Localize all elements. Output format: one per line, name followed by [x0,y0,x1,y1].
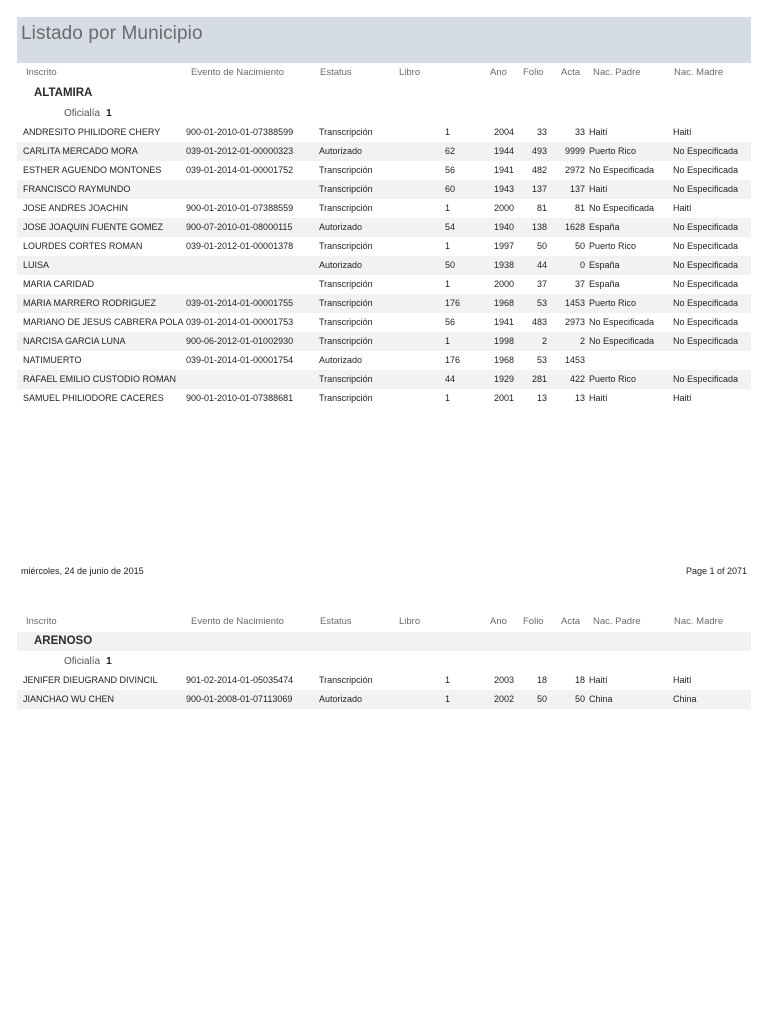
cell-acta: 33 [574,127,585,137]
cell-nac-madre: Haití [673,127,692,137]
col-inscrito: Inscrito [26,616,57,627]
cell-folio: 13 [536,393,547,403]
cell-acta: 18 [574,675,585,685]
cell-inscrito: JIANCHAO WU CHEN [23,694,115,704]
cell-nac-madre: No Especificada [673,222,739,232]
cell-evento: 039-01-2012-01-00000323 [186,146,294,156]
table-row [17,351,751,370]
cell-acta: 37 [574,279,585,289]
cell-nac-padre: No Especificada [589,336,655,346]
cell-folio: 33 [536,127,547,137]
cell-inscrito: FRANCISCO RAYMUNDO [23,184,131,194]
cell-folio: 53 [536,298,547,308]
cell-nac-padre: No Especificada [589,317,655,327]
cell-nac-padre: Puerto Rico [589,374,637,384]
cell-folio: 37 [536,279,547,289]
col-folio: Folio [523,67,544,78]
table-row [17,237,751,256]
table-row [17,294,751,313]
cell-folio: 137 [531,184,547,194]
cell-nac-madre: No Especificada [673,298,739,308]
municipio-heading: ARENOSO [34,635,93,647]
cell-nac-padre: No Especificada [589,165,655,175]
table-row [17,332,751,351]
cell-libro: 50 [445,260,456,270]
table-row [17,370,751,389]
table-row [17,142,751,161]
table-row [17,313,751,332]
cell-nac-padre: No Especificada [589,203,655,213]
cell-nac-madre: No Especificada [673,241,739,251]
table-row [17,690,751,709]
cell-inscrito: NARCISA GARCIA LUNA [23,336,126,346]
cell-nac-padre: España [589,222,620,232]
cell-ano: 2002 [494,694,515,704]
cell-evento: 900-06-2012-01-01002930 [186,336,294,346]
cell-ano: 2003 [494,675,515,685]
oficialia-number: 1 [106,108,112,119]
cell-estatus: Transcripción [319,241,373,251]
cell-ano: 1940 [494,222,515,232]
oficialia-number: 1 [106,656,112,667]
report-title: Listado por Municipio [21,23,203,44]
cell-ano: 1968 [494,298,515,308]
cell-evento: 900-01-2010-01-07388681 [186,393,294,403]
col-libro: Libro [399,67,421,78]
table-row [17,275,751,294]
table-row [17,180,751,199]
oficialia-heading [64,656,112,667]
cell-acta: 2 [579,336,585,346]
cell-evento: 039-01-2014-01-00001752 [186,165,294,175]
cell-estatus: Autorizado [319,146,363,156]
cell-ano: 2000 [494,279,515,289]
cell-nac-padre: Haití [589,184,608,194]
cell-acta: 0 [579,260,585,270]
cell-folio: 44 [536,260,547,270]
cell-estatus: Transcripción [319,127,373,137]
cell-libro: 56 [445,165,456,175]
cell-nac-madre: Haití [673,675,692,685]
cell-evento: 039-01-2012-01-00001378 [186,241,294,251]
cell-folio: 81 [536,203,547,213]
cell-folio: 281 [531,374,547,384]
cell-folio: 483 [531,317,547,327]
col-nac-padre: Nac. Padre [593,67,641,78]
cell-libro: 1 [445,203,451,213]
cell-estatus: Autorizado [319,222,363,232]
cell-nac-madre: No Especificada [673,336,739,346]
report-title-bar [17,17,751,63]
cell-estatus: Autorizado [319,260,363,270]
col-estatus: Estatus [320,616,352,627]
col-ano: Ano [490,616,507,627]
cell-evento: 039-01-2014-01-00001754 [186,355,294,365]
cell-acta: 137 [569,184,585,194]
col-nac-padre: Nac. Padre [593,616,641,627]
cell-estatus: Transcripción [319,393,373,403]
cell-ano: 1941 [494,317,515,327]
cell-nac-madre: China [673,694,697,704]
cell-inscrito: MARIANO DE JESUS CABRERA POLA [23,317,184,327]
cell-nac-padre: Haití [589,675,608,685]
cell-inscrito: JOSE ANDRES JOACHIN [23,203,129,213]
cell-estatus: Transcripción [319,336,373,346]
table-row [17,256,751,275]
table-row [17,123,751,142]
table-row [17,161,751,180]
table-row [17,218,751,237]
col-inscrito: Inscrito [26,67,57,78]
cell-libro: 1 [445,127,451,137]
cell-inscrito: SAMUEL PHILIODORE CACERES [23,393,164,403]
cell-inscrito: LOURDES CORTES ROMAN [23,241,143,251]
cell-libro: 1 [445,279,451,289]
col-evento: Evento de Nacimiento [191,67,284,78]
cell-acta: 422 [569,374,585,384]
cell-libro: 1 [445,336,451,346]
cell-folio: 53 [536,355,547,365]
cell-folio: 493 [531,146,547,156]
cell-ano: 1997 [494,241,515,251]
cell-ano: 1943 [494,184,515,194]
cell-estatus: Transcripción [319,374,373,384]
cell-folio: 138 [531,222,547,232]
cell-estatus: Transcripción [319,165,373,175]
cell-inscrito: MARIA CARIDAD [23,279,95,289]
cell-acta: 1453 [564,355,585,365]
cell-inscrito: CARLITA MERCADO MORA [23,146,138,156]
cell-evento: 039-01-2014-01-00001755 [186,298,294,308]
cell-libro: 62 [445,146,456,156]
cell-nac-padre: Puerto Rico [589,241,637,251]
cell-nac-padre: España [589,260,620,270]
cell-folio: 2 [541,336,547,346]
cell-evento: 900-07-2010-01-08000115 [186,222,293,232]
cell-nac-padre: España [589,279,620,289]
cell-acta: 1628 [564,222,585,232]
municipio-heading: ALTAMIRA [34,87,93,99]
cell-libro: 1 [445,694,451,704]
col-evento: Evento de Nacimiento [191,616,284,627]
cell-estatus: Transcripción [319,203,373,213]
cell-ano: 2000 [494,203,515,213]
cell-acta: 1453 [564,298,585,308]
cell-acta: 50 [574,241,585,251]
cell-acta: 13 [574,393,585,403]
cell-nac-madre: No Especificada [673,279,739,289]
col-estatus: Estatus [320,67,352,78]
cell-evento: 900-01-2010-01-07388559 [186,203,294,213]
cell-folio: 50 [536,241,547,251]
cell-acta: 81 [574,203,585,213]
cell-estatus: Autorizado [319,694,363,704]
table-row [17,671,751,690]
cell-libro: 176 [445,298,461,308]
oficialia-label: Oficialía [64,656,101,667]
oficialia-label: Oficialía [64,108,101,119]
cell-nac-padre: Haití [589,127,608,137]
table-row [17,389,751,408]
cell-inscrito: JOSE JOAQUIN FUENTE GOMEZ [23,222,164,232]
cell-acta: 50 [574,694,585,704]
cell-ano: 1938 [494,260,515,270]
cell-estatus: Transcripción [319,298,373,308]
cell-ano: 1968 [494,355,515,365]
cell-evento: 901-02-2014-01-05035474 [186,675,294,685]
column-header-row [0,65,768,81]
cell-ano: 1944 [494,146,515,156]
cell-nac-padre: Puerto Rico [589,298,637,308]
cell-estatus: Transcripción [319,279,373,289]
cell-ano: 1998 [494,336,515,346]
cell-libro: 1 [445,393,451,403]
col-nac-madre: Nac. Madre [674,67,724,78]
cell-estatus: Transcripción [319,184,373,194]
cell-acta: 2973 [564,317,585,327]
footer-page-number: Page 1 of 2071 [685,566,747,576]
cell-nac-madre: No Especificada [673,374,739,384]
cell-folio: 482 [531,165,547,175]
cell-estatus: Autorizado [319,355,363,365]
cell-evento: 900-01-2008-01-07113069 [186,694,293,704]
cell-libro: 44 [445,374,456,384]
cell-folio: 50 [536,694,547,704]
cell-nac-padre: Haití [589,393,608,403]
cell-ano: 1929 [494,374,515,384]
cell-nac-padre: China [589,694,613,704]
cell-inscrito: LUISA [23,260,50,270]
cell-inscrito: JENIFER DIEUGRAND DIVINCIL [23,675,158,685]
cell-libro: 1 [445,675,451,685]
cell-evento: 039-01-2014-01-00001753 [186,317,294,327]
footer-date: miércoles, 24 de junio de 2015 [21,566,144,576]
cell-evento: 900-01-2010-01-07388599 [186,127,294,137]
column-header-row [0,614,768,630]
cell-folio: 18 [536,675,547,685]
cell-libro: 176 [445,355,461,365]
col-acta: Acta [561,67,581,78]
municipio-band [17,632,751,651]
col-libro: Libro [399,616,421,627]
cell-libro: 56 [445,317,456,327]
cell-estatus: Transcripción [319,675,373,685]
cell-acta: 9999 [564,146,585,156]
col-ano: Ano [490,67,507,78]
cell-nac-madre: No Especificada [673,184,739,194]
cell-inscrito: NATIMUERTO [23,355,82,365]
cell-nac-madre: No Especificada [673,317,739,327]
cell-libro: 1 [445,241,451,251]
oficialia-heading [64,108,112,119]
cell-nac-madre: Haití [673,203,692,213]
cell-ano: 2001 [494,393,515,403]
cell-libro: 60 [445,184,456,194]
table-row [17,199,751,218]
cell-acta: 2972 [564,165,585,175]
col-folio: Folio [523,616,544,627]
cell-inscrito: MARIA MARRERO RODRIGUEZ [23,298,157,308]
col-nac-madre: Nac. Madre [674,616,724,627]
cell-nac-madre: No Especificada [673,165,739,175]
col-acta: Acta [561,616,581,627]
cell-ano: 1941 [494,165,515,175]
cell-estatus: Transcripción [319,317,373,327]
cell-inscrito: ANDRESITO PHILIDORE CHERY [23,127,161,137]
cell-nac-madre: No Especificada [673,260,739,270]
cell-inscrito: ESTHER AGUENDO MONTONES [23,165,162,175]
cell-ano: 2004 [494,127,515,137]
cell-nac-madre: Haití [673,393,692,403]
cell-inscrito: RAFAEL EMILIO CUSTODIO ROMAN [23,374,177,384]
cell-libro: 54 [445,222,456,232]
cell-nac-padre: Puerto Rico [589,146,637,156]
cell-nac-madre: No Especificada [673,146,739,156]
